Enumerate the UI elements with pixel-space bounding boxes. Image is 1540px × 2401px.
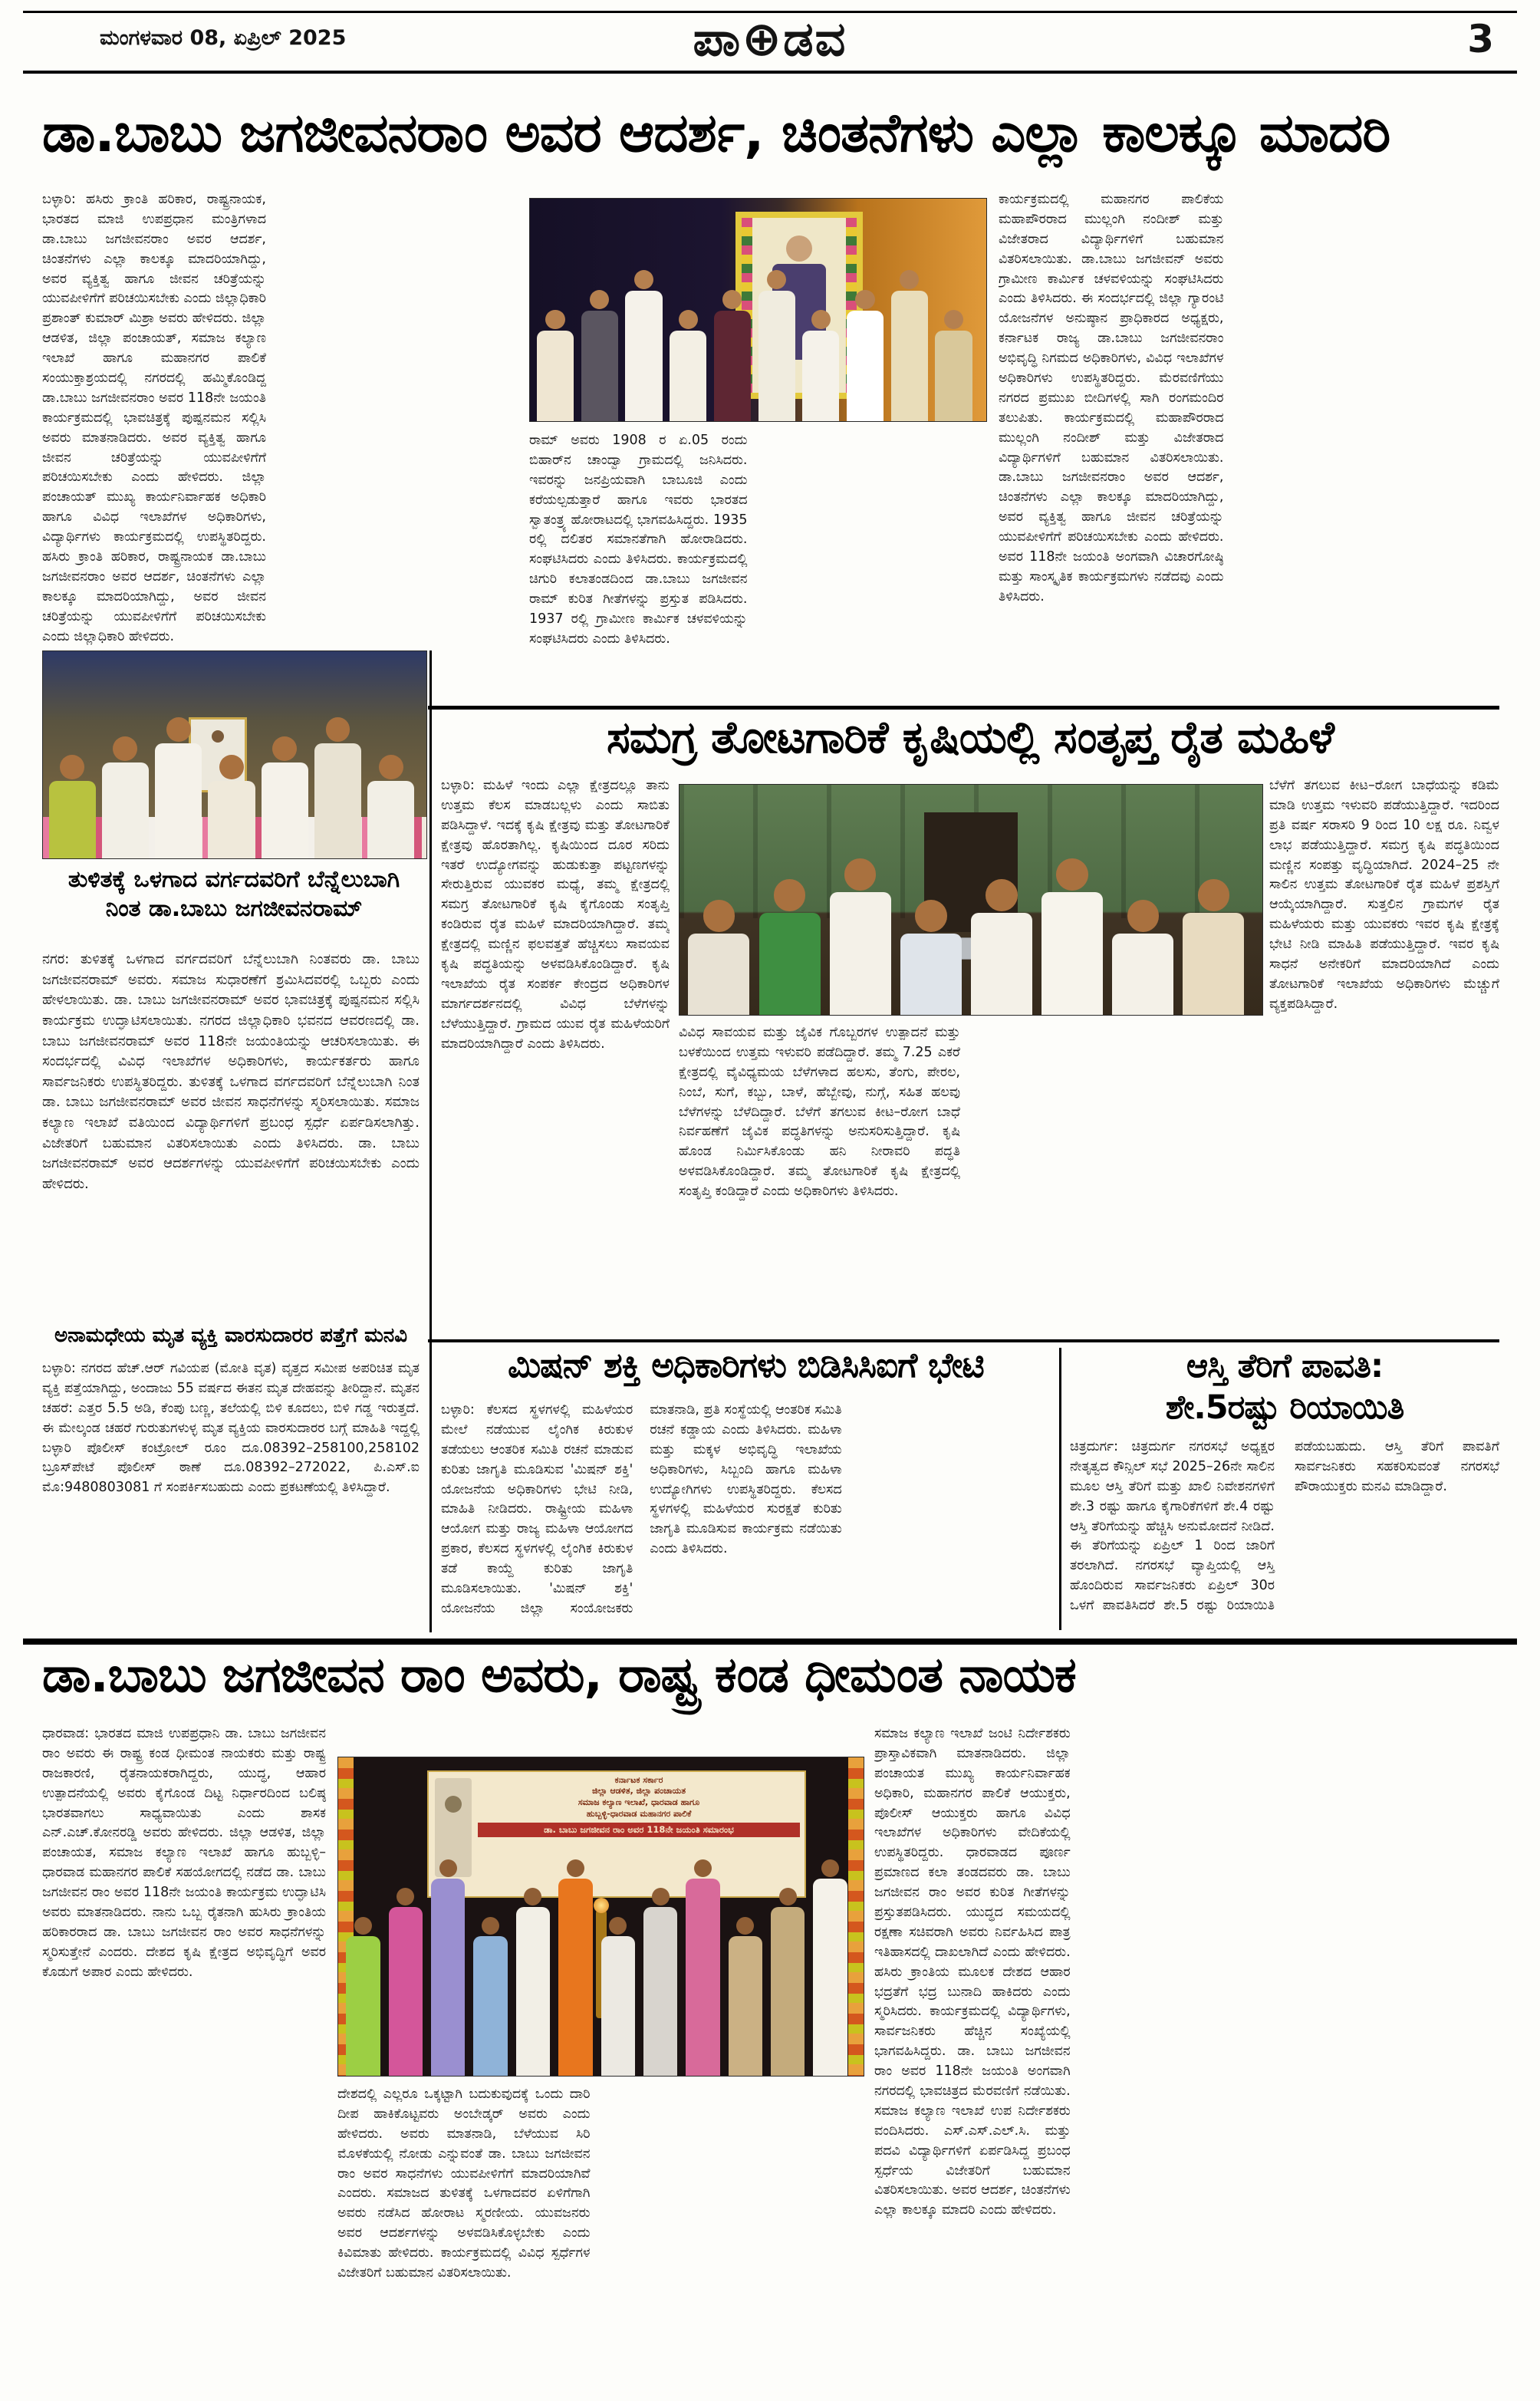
vertical-divider-right bbox=[1059, 1348, 1061, 1630]
person-figure bbox=[537, 310, 574, 421]
stage-banner bbox=[427, 1770, 805, 1898]
portrait-head bbox=[786, 235, 812, 262]
article5-top-rule bbox=[23, 1639, 1517, 1645]
person-figure bbox=[367, 755, 414, 858]
article2-body-right: ಬೆಳೆಗೆ ತಗಲುವ ಕೀಟ–ರೋಗ ಬಾಧೆಯನ್ನು ಕಡಿಮೆ ಮಾಡಿ ಉತ್ತಮ ಇಳುವರಿ ಪಡೆಯುತ್ತಿದ್ದಾರೆ. ಇದರಿಂದ ಪ್ರತಿ ವರ್ಷ ಸರಾಸರಿ 9 ರಿಂದ 10 ಲಕ್ಷ ರೂ. ನಿವ್ವಳ ಲಾಭ ಪಡೆಯುತ್ತಿದ್ದಾರೆ. ಸಮಗ್ರ ಕೃಷಿ ಪದ್ಧತಿಯಿಂದ ಮಣ್ಣಿನ ಸಂಪತ್ತು ವೃದ್ಧಿಯಾಗಿದೆ. 2024–25 ನೇ ಸಾಲಿನ ಉತ್ತಮ ತೋಟಗಾರಿಕೆ ರೈತ ಮಹಿಳೆ ಪ್ರಶಸ್ತಿಗೆ ಆಯ್ಕೆಯಾಗಿದ್ದಾರೆ. ಸುತ್ತಲಿನ ಗ್ರಾಮಗಳ ರೈತ ಮಹಿಳೆಯರು ಮತ್ತು ಯುವಕರು ಇವರ ಕೃಷಿ ಕ್ಷೇತ್ರಕ್ಕೆ ಭೇಟಿ ನೀಡಿ ಮಾಹಿತಿ ಪಡೆಯುತ್ತಿದ್ದಾರೆ. ಇವರ ಕೃಷಿ ಸಾಧನೆ ಅನೇಕರಿಗೆ ಮಾದರಿಯಾಗಿದೆ ಎಂದು ತೋಟಗಾರಿಕೆ ಇಲಾಖೆಯ ಅಧಿಕಾರಿಗಳು ಮೆಚ್ಚುಗೆ ವ್ಯಕ್ತಪಡಿಸಿದ್ದಾರೆ. bbox=[1269, 778, 1499, 1012]
person-figure bbox=[262, 736, 308, 858]
article1-headline: ಡಾ.ಬಾಬು ಜಗಜೀವನರಾಂ ಅವರ ಆದರ್ಶ, ಚಿಂತನೆಗಳು ಎಲ್ಲಾ ಕಾಲಕ್ಕೂ ಮಾದರಿ bbox=[42, 101, 1390, 164]
article1-body-right: ಕಾರ್ಯಕ್ರಮದಲ್ಲಿ ಮಹಾನಗರ ಪಾಲಿಕೆಯ ಮಹಾಪೌರರಾದ ಮುಲ್ಲಂಗಿ ನಂದೀಶ್ ಮತ್ತು ವಿಜೇತರಾದ ವಿದ್ಯಾರ್ಥಿಗಳಿಗೆ ಬಹುಮಾನ ವಿತರಿಸಲಾಯಿತು. ಡಾ.ಬಾಬು ಜಗಜೀವನ್ ಅವರು ಗ್ರಾಮೀಣ ಕಾರ್ಮಿಕ ಚಳವಳಿಯನ್ನು ಸಂಘಟಿಸಿದರು ಎಂದು ತಿಳಿಸಿದರು. ಈ ಸಂದರ್ಭದಲ್ಲಿ ಜಿಲ್ಲಾ ಗ್ಯಾರಂಟಿ ಯೋಜನೆಗಳ ಅನುಷ್ಠಾನ ಪ್ರಾಧಿಕಾರದ ಅಧ್ಯಕ್ಷರು, ಕರ್ನಾಟಕ ರಾಜ್ಯ ಡಾ.ಬಾಬು ಜಗಜೀವನರಾಂ ಅಭಿವೃದ್ಧಿ ನಿಗಮದ ಅಧಿಕಾರಿಗಳು, ವಿವಿಧ ಇಲಾಖೆಗಳ ಅಧಿಕಾರಿಗಳು ಉಪಸ್ಥಿತರಿದ್ದರು. ಮೆರವಣಿಗೆಯು ನಗರದ ಪ್ರಮುಖ ಬೀದಿಗಳಲ್ಲಿ ಸಾಗಿ ರಂಗಮಂದಿರ ತಲುಪಿತು. ಕಾರ್ಯಕ್ರಮದಲ್ಲಿ ಮಹಾಪೌರರಾದ ಮುಲ್ಲಂಗಿ ನಂದೀಶ್ ಮತ್ತು ವಿಜೇತರಾದ ವಿದ್ಯಾರ್ಥಿಗಳಿಗೆ ಬಹುಮಾನ ವಿತರಿಸಲಾಯಿತು. ಡಾ.ಬಾಬು ಜಗಜೀವನರಾಂ ಅವರ ಆದರ್ಶ, ಚಿಂತನೆಗಳು ಎಲ್ಲಾ ಕಾಲಕ್ಕೂ ಮಾದರಿಯಾಗಿದ್ದು, ಅವರ ವ್ಯಕ್ತಿತ್ವ ಹಾಗೂ ಜೀವನ ಚರಿತ್ರೆಯನ್ನು ಯುವಪೀಳಿಗೆಗೆ ಪರಿಚಯಿಸಬೇಕು ಎಂದು ಹೇಳಿದರು. ಅವರ 118ನೇ ಜಯಂತಿ ಅಂಗವಾಗಿ ವಿಚಾರಗೋಷ್ಠಿ ಮತ್ತು ಸಾಂಸ್ಕೃತಿಕ ಕಾರ್ಯಕ್ರಮಗಳು ನಡೆದವು ಎಂದು ತಿಳಿಸಿದರು. bbox=[999, 192, 1224, 604]
person-figure bbox=[971, 879, 1032, 1015]
article3-body: ಬಳ್ಳಾರಿ: ಕೆಲಸದ ಸ್ಥಳಗಳಲ್ಲಿ ಮಹಿಳೆಯರ ಮೇಲೆ ನಡೆಯುವ ಲೈಂಗಿಕ ಕಿರುಕುಳ ತಡೆಯಲು ಆಂತರಿಕ ಸಮಿತಿ ರಚನೆ ಮಾಡುವ ಕುರಿತು ಜಾಗೃತಿ ಮೂಡಿಸುವ 'ಮಿಷನ್ ಶಕ್ತಿ' ಯೋಜನೆಯ ಅಧಿಕಾರಿಗಳು ಭೇಟಿ ನೀಡಿ, ಮಾಹಿತಿ ನೀಡಿದರು. ರಾಷ್ಟ್ರೀಯ ಮಹಿಳಾ ಆಯೋಗ ಮತ್ತು ರಾಜ್ಯ ಮಹಿಳಾ ಆಯೋಗದ ಪ್ರಕಾರ, ಕೆಲಸದ ಸ್ಥಳಗಳಲ್ಲಿ ಲೈಂಗಿಕ ಕಿರುಕುಳ ತಡೆ ಕಾಯ್ದೆ ಕುರಿತು ಜಾಗೃತಿ ಮೂಡಿಸಲಾಯಿತು. 'ಮಿಷನ್ ಶಕ್ತಿ' ಯೋಜನೆಯ ಜಿಲ್ಲಾ ಸಂಯೋಜಕರು ಮಾತನಾಡಿ, ಪ್ರತಿ ಸಂಸ್ಥೆಯಲ್ಲಿ ಆಂತರಿಕ ಸಮಿತಿ ರಚನೆ ಕಡ್ಡಾಯ ಎಂದು ತಿಳಿಸಿದರು. ಮಹಿಳಾ ಮತ್ತು ಮಕ್ಕಳ ಅಭಿವೃದ್ಧಿ ಇಲಾಖೆಯ ಅಧಿಕಾರಿಗಳು, ಸಿಬ್ಬಂದಿ ಹಾಗೂ ಮಹಿಳಾ ಉದ್ಯೋಗಿಗಳು ಉಪಸ್ಥಿತರಿದ್ದರು. ಕೆಲಸದ ಸ್ಥಳಗಳಲ್ಲಿ ಮಹಿಳೆಯರ ಸುರಕ್ಷತೆ ಕುರಿತು ಜಾಗೃತಿ ಮೂಡಿಸುವ ಕಾರ್ಯಕ್ರಮ ನಡೆಯಿತು ಎಂದು ತಿಳಿಸಿದರು. bbox=[441, 1402, 842, 1616]
person-figure bbox=[900, 900, 962, 1015]
person-figure bbox=[670, 310, 706, 421]
article5-body-left: ಧಾರವಾಡ: ಭಾರತದ ಮಾಜಿ ಉಪಪ್ರಧಾನಿ ಡಾ. ಬಾಬು ಜಗಜೀವನ ರಾಂ ಅವರು ಈ ರಾಷ್ಟ್ರ ಕಂಡ ಧೀಮಂತ ನಾಯಕರು ಮತ್ತು ರಾಷ್ಟ್ರ ರಾಜಕಾರಣಿ, ರೈತನಾಯಕರಾಗಿದ್ದರು, ಯುದ್ಧ, ಆಹಾರ ಉತ್ಪಾದನೆಯಲ್ಲಿ ಅವರು ಕೈಗೊಂಡ ದಿಟ್ಟ ನಿರ್ಧಾರದಿಂದ ಬಲಿಷ್ಠ ಭಾರತವಾಗಲು ಸಾಧ್ಯವಾಯಿತು ಎಂದು ಶಾಸಕ ಎನ್.ಎಚ್.ಕೋನರಡ್ಡಿ ಅವರು ಹೇಳಿದರು. ಜಿಲ್ಲಾ ಆಡಳಿತ, ಜಿಲ್ಲಾ ಪಂಚಾಯತ, ಸಮಾಜ ಕಲ್ಯಾಣ ಇಲಾಖೆ ಹಾಗೂ ಹುಬ್ಬಳ್ಳಿ–ಧಾರವಾಡ ಮಹಾನಗರ ಪಾಲಿಕೆ ಸಹಯೋಗದಲ್ಲಿ ನಡೆದ ಡಾ. ಬಾಬು ಜಗಜೀವನ ರಾಂ ಅವರ 118ನೇ ಜಯಂತಿ ಕಾರ್ಯಕ್ರಮ ಉದ್ಘಾಟಿಸಿ ಅವರು ಮಾತನಾಡಿದರು. ನಾನು ಒಬ್ಬ ರೈತನಾಗಿ ಹುಸಿರು ಕ್ರಾಂತಿಯ ಹರಿಕಾರರಾದ ಡಾ. ಬಾಬು ಜಗಜೀವನ ರಾಂ ಅವರ ಸಾಧನೆಗಳನ್ನು ಸ್ಮರಿಸುತ್ತೇನೆ ಎಂದರು. ದೇಶದ ಕೃಷಿ ಕ್ಷೇತ್ರದ ಅಭಿವೃದ್ಧಿಗೆ ಅವರ ಕೊಡುಗೆ ಅಪಾರ ಎಂದು ಹೇಳಿದರು. bbox=[42, 1726, 326, 1980]
portrait-head bbox=[212, 730, 224, 743]
person-figure bbox=[389, 1888, 423, 2076]
left-article-subhead bbox=[42, 865, 426, 924]
person-figure bbox=[758, 270, 795, 421]
left-article-body: ನಗರ: ತುಳಿತಕ್ಕೆ ಒಳಗಾದ ವರ್ಗದವರಿಗೆ ಬೆನ್ನೆಲುಬಾಗಿ ನಿಂತವರು ಡಾ. ಬಾಬು ಜಗಜೀವನರಾಮ್ ಅವರು. ಸಮಾಜ ಸುಧಾರಣೆಗೆ ಶ್ರಮಿಸಿದವರಲ್ಲಿ ಒಬ್ಬರು ಎಂದು ಹೇಳಲಾಯಿತು. ಡಾ. ಬಾಬು ಜಗಜೀವನರಾಮ್ ಅವರ ಭಾವಚಿತ್ರಕ್ಕೆ ಪುಷ್ಪನಮನ ಸಲ್ಲಿಸಿ ಕಾರ್ಯಕ್ರಮ ಉದ್ಘಾಟಿಸಲಾಯಿತು. ನಗರದ ಜಿಲ್ಲಾಧಿಕಾರಿ ಭವನದ ಆವರಣದಲ್ಲಿ ಡಾ. ಬಾಬು ಜಗಜೀವನರಾಮ್ ಅವರ 118ನೇ ಜಯಂತಿಯನ್ನು ಆಚರಿಸಲಾಯಿತು. ಈ ಸಂದರ್ಭದಲ್ಲಿ ವಿವಿಧ ಇಲಾಖೆಗಳ ಅಧಿಕಾರಿಗಳು, ಕಾರ್ಯಕರ್ತರು ಹಾಗೂ ಸಾರ್ವಜನಿಕರು ಉಪಸ್ಥಿತರಿದ್ದರು. ತುಳಿತಕ್ಕೆ ಒಳಗಾದ ವರ್ಗದವರಿಗೆ ಬೆನ್ನೆಲುಬಾಗಿ ನಿಂತ ಡಾ. ಬಾಬು ಜಗಜೀವನರಾಮ್ ಅವರ ಜೀವನ ಸಾಧನೆಗಳನ್ನು ಸ್ಮರಿಸಲಾಯಿತು. ಸಮಾಜ ಕಲ್ಯಾಣ ಇಲಾಖೆ ವತಿಯಿಂದ ವಿದ್ಯಾರ್ಥಿಗಳಿಗೆ ಪ್ರಬಂಧ ಸ್ಪರ್ಧೆ ಏರ್ಪಡಿಸಲಾಗಿತ್ತು. ವಿಜೇತರಿಗೆ ಬಹುಮಾನ ವಿತರಿಸಲಾಯಿತು ಎಂದು ತಿಳಿಸಿದರು. ಡಾ. ಬಾಬು ಜಗಜೀವನರಾಮ್ ಅವರ ಆದರ್ಶಗಳನ್ನು ಯುವಪೀಳಿಗೆಗೆ ಪರಿಚಯಿಸಬೇಕು ಎಂದು ಹೇಳಿದರು. bbox=[42, 951, 420, 1192]
masthead bbox=[0, 11, 1540, 68]
person-figure bbox=[759, 879, 821, 1015]
left-article-photo bbox=[42, 650, 427, 859]
article4-body: ಚಿತ್ರದುರ್ಗ: ಚಿತ್ರದುರ್ಗ ನಗರಸಭೆ ಅಧ್ಯಕ್ಷರ ನೇತೃತ್ವದ ಕೌನ್ಸಿಲ್ ಸಭೆ 2025–26ನೇ ಸಾಲಿನ ಮೂಲ ಆಸ್ತಿ ತೆರಿಗೆ ಮತ್ತು ಖಾಲಿ ನಿವೇಶನಗಳಿಗೆ ಶೇ.3 ರಷ್ಟು ಹಾಗೂ ಕೈಗಾರಿಕೆಗಳಿಗೆ ಶೇ.4 ರಷ್ಟು ಆಸ್ತಿ ತೆರಿಗೆಯನ್ನು ಹೆಚ್ಚಿಸಿ ಅನುಮೋದನೆ ನೀಡಿದೆ. ಈ ತೆರಿಗೆಯನ್ನು ಏಪ್ರಿಲ್ 1 ರಿಂದ ಜಾರಿಗೆ ತರಲಾಗಿದೆ. ನಗರಸಭೆ ವ್ಯಾಪ್ತಿಯಲ್ಲಿ ಆಸ್ತಿ ಹೊಂದಿರುವ ಸಾರ್ವಜನಿಕರು ಏಪ್ರಿಲ್ 30ರ ಒಳಗೆ ಪಾವತಿಸಿದರೆ ಶೇ.5 ರಷ್ಟು ರಿಯಾಯಿತಿ ಪಡೆಯಬಹುದು. ಆಸ್ತಿ ತೆರಿಗೆ ಪಾವತಿಗೆ ಸಾರ್ವಜನಿಕರು ಸಹಕರಿಸುವಂತೆ ನಗರಸಭೆ ಪೌರಾಯುಕ್ತರು ಮನವಿ ಮಾಡಿದ್ದಾರೆ. bbox=[1070, 1439, 1499, 1614]
person-figure bbox=[208, 755, 255, 858]
person-figure bbox=[155, 717, 202, 858]
person-figure bbox=[686, 1859, 719, 2076]
masthead-prefix: ಪಾ bbox=[693, 11, 742, 67]
person-figure bbox=[102, 736, 149, 858]
person-figure bbox=[581, 290, 618, 421]
masthead-suffix: ಡವ bbox=[783, 11, 847, 67]
page-number: 3 bbox=[1467, 17, 1494, 61]
person-figure bbox=[473, 1917, 507, 2077]
missing-person-subhead: ಅನಾಮಧೇಯ ಮೃತ ವ್ಯಕ್ತಿ ವಾರಸುದಾರರ ಪತ್ತೆಗೆ ಮನವಿ bbox=[54, 1324, 408, 1347]
person-figure bbox=[771, 1888, 805, 2076]
person-figure bbox=[625, 270, 662, 421]
article5-photo bbox=[337, 1757, 864, 2077]
article2-bottom-rule bbox=[428, 1339, 1499, 1342]
article3-headline: ಮಿಷನ್ ಶಕ್ತಿ ಅಧಿಕಾರಿಗಳು ಬಿಡಿಸಿಸಿಐಗೆ ಭೇಟಿ bbox=[508, 1345, 984, 1385]
article2-photo bbox=[679, 784, 1263, 1016]
banner-line: ಜಿಲ್ಲಾ ಆಡಳಿತ, ಜಿಲ್ಲಾ ಪಂಚಾಯತ bbox=[591, 1786, 686, 1797]
banner-line: ಸಮಾಜ ಕಲ್ಯಾಣ ಇಲಾಖೆ, ಧಾರವಾಡ ಹಾಗೂ bbox=[578, 1797, 700, 1808]
banner-line: ಹುಬ್ಬಳ್ಳಿ-ಧಾರವಾಡ ಮಹಾನಗರ ಪಾಲಿಕೆ bbox=[586, 1809, 692, 1820]
banner-line: ಕರ್ನಾಟಕ ಸರ್ಕಾರ bbox=[614, 1774, 663, 1785]
subhead-line-1: ತುಳಿತಕ್ಕೆ ಒಳಗಾದ ವರ್ಗದವರಿಗೆ ಬೆನ್ನೆಲುಬಾಗಿ bbox=[67, 866, 400, 893]
person-figure bbox=[49, 755, 96, 858]
banner-red-band: ಡಾ. ಬಾಬು ಜಗಜೀವನ ರಾಂ ಅವರ 118ನೇ ಜಯಂತಿ ಸಮಾರಂಭ bbox=[478, 1823, 799, 1837]
person-figure bbox=[714, 290, 751, 421]
person-figure bbox=[643, 1888, 677, 2076]
article4-headline-line2: ಶೇ.5ರಷ್ಟು ರಿಯಾಯಿತಿ bbox=[1165, 1388, 1404, 1427]
person-figure bbox=[891, 270, 928, 421]
article1-body-left: ಬಳ್ಳಾರಿ: ಹಸಿರು ಕ್ರಾಂತಿ ಹರಿಕಾರ, ರಾಷ್ಟ್ರನಾಯಕ, ಭಾರತದ ಮಾಜಿ ಉಪಪ್ರಧಾನ ಮಂತ್ರಿಗಳಾದ ಡಾ.ಬಾಬು ಜಗಜೀವನರಾಂ ಅವರ ಆದರ್ಶ, ಚಿಂತನೆಗಳು ಎಲ್ಲಾ ಕಾಲಕ್ಕೂ ಮಾದರಿಯಾಗಿದ್ದು, ಅವರ ವ್ಯಕ್ತಿತ್ವ ಹಾಗೂ ಜೀವನ ಚರಿತ್ರೆಯನ್ನು ಯುವಪೀಳಿಗೆಗೆ ಪರಿಚಯಿಸಬೇಕು ಎಂದು ಜಿಲ್ಲಾಧಿಕಾರಿ ಪ್ರಶಾಂತ್ ಕುಮಾರ್ ಮಿಶ್ರಾ ಅವರು ಹೇಳಿದರು. ಜಿಲ್ಲಾ ಆಡಳಿತ, ಜಿಲ್ಲಾ ಪಂಚಾಯತ್, ಸಮಾಜ ಕಲ್ಯಾಣ ಇಲಾಖೆ ಹಾಗೂ ಮಹಾನಗರ ಪಾಲಿಕೆ ಸಂಯುಕ್ತಾಶ್ರಯದಲ್ಲಿ ನಗರದಲ್ಲಿ ಹಮ್ಮಿಕೊಂಡಿದ್ದ ಡಾ.ಬಾಬು ಜಗಜೀವನರಾಂ ಅವರ 118ನೇ ಜಯಂತಿ ಕಾರ್ಯಕ್ರಮದಲ್ಲಿ ಭಾವಚಿತ್ರಕ್ಕೆ ಪುಷ್ಪನಮನ ಸಲ್ಲಿಸಿ ಅವರು ಮಾತನಾಡಿದರು. ಅವರ ವ್ಯಕ್ತಿತ್ವ ಹಾಗೂ ಜೀವನ ಚರಿತ್ರೆಯನ್ನು ಯುವಪೀಳಿಗೆಗೆ ಪರಿಚಯಿಸಬೇಕು ಎಂದು ಹೇಳಿದರು. ಜಿಲ್ಲಾ ಪಂಚಾಯತ್ ಮುಖ್ಯ ಕಾರ್ಯನಿರ್ವಾಹಕ ಅಧಿಕಾರಿ ಹಾಗೂ ವಿವಿಧ ಇಲಾಖೆಗಳ ಅಧಿಕಾರಿಗಳು, ವಿದ್ಯಾರ್ಥಿಗಳು ಕಾರ್ಯಕ್ರಮದಲ್ಲಿ ಉಪಸ್ಥಿತರಿದ್ದರು. ಹಸಿರು ಕ್ರಾಂತಿ ಹರಿಕಾರ, ರಾಷ್ಟ್ರನಾಯಕ ಡಾ.ಬಾಬು ಜಗಜೀವನರಾಂ ಅವರ ಆದರ್ಶ, ಚಿಂತನೆಗಳು ಎಲ್ಲಾ ಕಾಲಕ್ಕೂ ಮಾದರಿಯಾಗಿದ್ದು, ಅವರ ಜೀವನ ಚರಿತ್ರೆಯನ್ನು ಯುವಪೀಳಿಗೆಗೆ ಪರಿಚಯಿಸಬೇಕು ಎಂದು ಜಿಲ್ಲಾಧಿಕಾರಿ ಹೇಳಿದರು. bbox=[42, 192, 266, 644]
article1-photo bbox=[529, 198, 987, 422]
missing-person-body: ಬಳ್ಳಾರಿ: ನಗರದ ಹೆಚ್.ಆರ್ ಗವಿಯಪ (ಮೋತಿ ವೃತ) ವೃತ್ತದ ಸಮೀಪ ಅಪರಿಚಿತ ಮೃತ ವ್ಯಕ್ತಿ ಪತ್ತೆಯಾಗಿದ್ದು, ಅಂದಾಜು 55 ವರ್ಷದ ಈತನ ಮೃತ ದೇಹವನ್ನು ತೀರಿದ್ದಾನೆ. ಮೃತನ ಚಹರೆ: ಎತ್ತರ 5.5 ಅಡಿ, ಕೆಂಪು ಬಣ್ಣ, ತಲೆಯಲ್ಲಿ ಬಿಳಿ ಕೂದಲು, ಬಿಳಿ ಗಡ್ಡ ಇರುತ್ತದೆ. ಈ ಮೇಲ್ಕಂಡ ಚಹರೆ ಗುರುತುಗಳುಳ್ಳ ಮೃತ ವ್ಯಕ್ತಿಯ ವಾರಸುದಾರರ ಬಗ್ಗೆ ಮಾಹಿತಿ ಇದ್ದಲ್ಲಿ ಬಳ್ಳಾರಿ ಪೊಲೀಸ್ ಕಂಟ್ರೋಲ್ ರೂಂ ದೂ.08392–258100,258102 ಬ್ರೂಸ್‌ಪೇಟೆ ಪೊಲೀಸ್ ಠಾಣೆ ದೂ.08392–272022, ಪಿ.ಎಸ್.ಐ ಮೊ:9480803081 ಗೆ ಸಂಪರ್ಕಿಸಬಹುದು ಎಂದು ಪ್ರಕಟಣೆಯಲ್ಲಿ ತಿಳಿಸಿದ್ದಾರೆ. bbox=[42, 1361, 420, 1496]
article5-body-under-photo: ದೇಶದಲ್ಲಿ ಎಲ್ಲರೂ ಒಕ್ಕಟ್ಟಾಗಿ ಬದುಕುವುದಕ್ಕೆ ಒಂದು ದಾರಿ ದೀಪ ಹಾಕಿಕೊಟ್ಟವರು ಅಂಬೇಡ್ಕರ್ ಅವರು ಎಂದು ಹೇಳಿದರು. ಅವರು ಮಾತನಾಡಿ, ಬೆಳೆಯುವ ಸಿರಿ ಮೊಳಕೆಯಲ್ಲಿ ನೋಡು ಎನ್ನುವಂತೆ ಡಾ. ಬಾಬು ಜಗಜೀವನ ರಾಂ ಅವರ ಸಾಧನೆಗಳು ಯುವಪೀಳಿಗೆಗೆ ಮಾದರಿಯಾಗಿವೆ ಎಂದರು. ಸಮಾಜದ ತುಳಿತಕ್ಕೆ ಒಳಗಾದವರ ಏಳಿಗೆಗಾಗಿ ಅವರು ನಡೆಸಿದ ಹೋರಾಟ ಸ್ಮರಣೀಯ. ಯುವಜನರು ಅವರ ಆದರ್ಶಗಳನ್ನು ಅಳವಡಿಸಿಕೊಳ್ಳಬೇಕು ಎಂದು ಕಿವಿಮಾತು ಹೇಳಿದರು. ಕಾರ್ಯಕ್ರಮದಲ್ಲಿ ವಿವಿಧ ಸ್ಪರ್ಧೆಗಳ ವಿಜೇತರಿಗೆ ಬಹುಮಾನ ವಿತರಿಸಲಾಯಿತು. bbox=[337, 2086, 591, 2281]
person-figure bbox=[314, 717, 361, 858]
subhead-line-2: ನಿಂತ ಡಾ.ಬಾಬು ಜಗಜೀವನರಾಮ್ bbox=[105, 895, 363, 923]
article2-top-rule bbox=[428, 706, 1499, 710]
garlanded-portrait bbox=[735, 212, 864, 399]
person-figure bbox=[729, 1917, 762, 2077]
article5-headline: ಡಾ.ಬಾಬು ಜಗಜೀವನ ರಾಂ ಅವರು, ರಾಷ್ಟ್ರ ಕಂಡ ಧೀಮಂತ ನಾಯಕ bbox=[42, 1647, 1076, 1704]
person-figure bbox=[431, 1859, 465, 2076]
article5-body-right: ಸಮಾಜ ಕಲ್ಯಾಣ ಇಲಾಖೆ ಜಂಟಿ ನಿರ್ದೇಶಕರು ಪ್ರಾಸ್ತಾವಿಕವಾಗಿ ಮಾತನಾಡಿದರು. ಜಿಲ್ಲಾ ಪಂಚಾಯತ ಮುಖ್ಯ ಕಾರ್ಯನಿರ್ವಾಹಕ ಅಧಿಕಾರಿ, ಮಹಾನಗರ ಪಾಲಿಕೆ ಆಯುಕ್ತರು, ಪೊಲೀಸ್ ಆಯುಕ್ತರು ಹಾಗೂ ವಿವಿಧ ಇಲಾಖೆಗಳ ಅಧಿಕಾರಿಗಳು ವೇದಿಕೆಯಲ್ಲಿ ಉಪಸ್ಥಿತರಿದ್ದರು. ಧಾರವಾಡದ ಪೂರ್ಣ ಪ್ರಮಾಣದ ಕಲಾ ತಂಡದವರು ಡಾ. ಬಾಬು ಜಗಜೀವನ ರಾಂ ಅವರ ಕುರಿತ ಗೀತೆಗಳನ್ನು ಪ್ರಸ್ತುತಪಡಿಸಿದರು. ಯುದ್ಧದ ಸಮಯದಲ್ಲಿ ರಕ್ಷಣಾ ಸಚಿವರಾಗಿ ಅವರು ನಿರ್ವಹಿಸಿದ ಪಾತ್ರ ಇತಿಹಾಸದಲ್ಲಿ ದಾಖಲಾಗಿದೆ ಎಂದು ಹೇಳಿದರು. ಹಸಿರು ಕ್ರಾಂತಿಯ ಮೂಲಕ ದೇಶದ ಆಹಾರ ಭದ್ರತೆಗೆ ಭದ್ರ ಬುನಾದಿ ಹಾಕಿದರು ಎಂದು ಸ್ಮರಿಸಿದರು. ಕಾರ್ಯಕ್ರಮದಲ್ಲಿ ವಿದ್ಯಾರ್ಥಿಗಳು, ಸಾರ್ವಜನಿಕರು ಹೆಚ್ಚಿನ ಸಂಖ್ಯೆಯಲ್ಲಿ ಭಾಗವಹಿಸಿದ್ದರು. ಡಾ. ಬಾಬು ಜಗಜೀವನ ರಾಂ ಅವರ 118ನೇ ಜಯಂತಿ ಅಂಗವಾಗಿ ನಗರದಲ್ಲಿ ಭಾವಚಿತ್ರದ ಮೆರವಣಿಗೆ ನಡೆಯಿತು. ಸಮಾಜ ಕಲ್ಯಾಣ ಇಲಾಖೆ ಉಪ ನಿರ್ದೇಶಕರು ವಂದಿಸಿದರು. ಎಸ್.ಎಸ್.ಎಲ್.ಸಿ. ಮತ್ತು ಪದವಿ ವಿದ್ಯಾರ್ಥಿಗಳಿಗೆ ಏರ್ಪಡಿಸಿದ್ದ ಪ್ರಬಂಧ ಸ್ಪರ್ಧೆಯ ವಿಜೇತರಿಗೆ ಬಹುಮಾನ ವಿತರಿಸಲಾಯಿತು. ಅವರ ಆದರ್ಶ, ಚಿಂತನೆಗಳು ಎಲ್ಲಾ ಕಾಲಕ್ಕೂ ಮಾದರಿ ಎಂದು ಹೇಳಿದರು. bbox=[874, 1726, 1071, 2218]
person-figure bbox=[601, 1917, 635, 2077]
person-figure bbox=[802, 310, 839, 421]
person-figure bbox=[847, 290, 884, 421]
article1-body-under-photo: ರಾಮ್ ಅವರು 1908 ರ ಏ.05 ರಂದು ಬಿಹಾರ್‌ನ ಚಾಂದ್ವಾ ಗ್ರಾಮದಲ್ಲಿ ಜನಿಸಿದರು. ಇವರನ್ನು ಜನಪ್ರಿಯವಾಗಿ ಬಾಬೂಜಿ ಎಂದು ಕರೆಯಲ್ಪಡುತ್ತಾರೆ ಹಾಗೂ ಇವರು ಭಾರತದ ಸ್ವಾತಂತ್ರ್ಯ ಹೋರಾಟದಲ್ಲಿ ಭಾಗವಹಿಸಿದ್ದರು. 1935 ರಲ್ಲಿ ದಲಿತರ ಸಮಾನತೆಗಾಗಿ ಹೋರಾಡಿದರು. ಸಂಘಟಿಸಿದರು ಎಂದು ತಿಳಿಸಿದರು. ಕಾರ್ಯಕ್ರಮದಲ್ಲಿ ಚಿಗುರಿ ಕಲಾತಂಡದಿಂದ ಡಾ.ಬಾಬು ಜಗಜೀವನ ರಾಮ್ ಕುರಿತ ಗೀತೆಗಳನ್ನು ಪ್ರಸ್ತುತ ಪಡಿಸಿದರು. 1937 ರಲ್ಲಿ ಗ್ರಾಮೀಣ ಕಾರ್ಮಿಕ ಚಳವಳಿಯನ್ನು ಸಂಘಟಿಸಿದರು ಎಂದು ತಿಳಿಸಿದರು. bbox=[529, 433, 748, 647]
vertical-divider-left bbox=[429, 650, 432, 1632]
article2-body-under-photo: ವಿವಿಧ ಸಾವಯವ ಮತ್ತು ಜೈವಿಕ ಗೊಬ್ಬರಗಳ ಉತ್ಪಾದನೆ ಮತ್ತು ಬಳಕೆಯಿಂದ ಉತ್ತಮ ಇಳುವರಿ ಪಡೆದಿದ್ದಾರೆ. ತಮ್ಮ 7.25 ಎಕರೆ ಕ್ಷೇತ್ರದಲ್ಲಿ ವೈವಿಧ್ಯಮಯ ಬೆಳೆಗಳಾದ ಹಲಸು, ತೆಂಗು, ಪೇರಲ, ನಿಂಬೆ, ಸುಗೆ, ಕಬ್ಬು, ಬಾಳೆ, ಹೆಬ್ಬೇವು, ನುಗ್ಗೆ, ಸಹಿತ ಹಲವು ಬೆಳೆಗಳನ್ನು ಬೆಳೆದಿದ್ದಾರೆ. ಬೆಳೆಗೆ ತಗಲುವ ಕೀಟ–ರೋಗ ಬಾಧೆ ನಿರ್ವಹಣೆಗೆ ಜೈವಿಕ ಪದ್ಧತಿಗಳನ್ನು ಅನುಸರಿಸುತ್ತಿದ್ದಾರೆ. ಕೃಷಿ ಹೊಂಡ ನಿರ್ಮಿಸಿಕೊಂಡು ಹನಿ ನೀರಾವರಿ ಪದ್ಧತಿ ಅಳವಡಿಸಿಕೊಂಡಿದ್ದಾರೆ. ತಮ್ಮ ತೋಟಗಾರಿಕೆ ಕೃಷಿ ಕ್ಷೇತ್ರದಲ್ಲಿ ಸಂತೃಪ್ತಿ ಕಂಡಿದ್ದಾರೆ ಎಂದು ಅಧಿಕಾರಿಗಳು ತಿಳಿಸಿದರು. bbox=[679, 1025, 960, 1200]
person-figure bbox=[1112, 900, 1173, 1015]
person-figure bbox=[1041, 858, 1103, 1015]
person-figure bbox=[830, 858, 891, 1015]
person-figure bbox=[935, 310, 972, 421]
lamp-flame bbox=[594, 1898, 609, 1913]
marigold-garland-right bbox=[848, 1757, 864, 2076]
edition-date: ಮಂಗಳವಾರ 08, ಏಪ್ರಿಲ್ 2025 bbox=[100, 26, 347, 50]
person-figure bbox=[1183, 879, 1244, 1015]
article2-headline: ಸಮಗ್ರ ತೋಟಗಾರಿಕೆ ಕೃಷಿಯಲ್ಲಿ ಸಂತೃಪ್ತ ರೈತ ಮಹಿಳೆ bbox=[607, 711, 1334, 763]
article4-headline-line1: ಆಸ್ತಿ ತೆರಿಗೆ ಪಾವತಿ: bbox=[1186, 1347, 1384, 1385]
person-figure bbox=[346, 1917, 380, 2077]
person-figure bbox=[558, 1859, 592, 2076]
article2-lead: ಬಳ್ಳಾರಿ: ಮಹಿಳೆ ಇಂದು ಎಲ್ಲಾ ಕ್ಷೇತ್ರದಲ್ಲೂ ತಾನು ಉತ್ತಮ ಕೆಲಸ ಮಾಡಬಲ್ಲಳು ಎಂದು ಸಾಬಿತು ಪಡಿಸಿದ್ದಾಳೆ. ಇದಕ್ಕೆ ಕೃಷಿ ಕ್ಷೇತ್ರವು ಮತ್ತು ತೋಟಗಾರಿಕೆ ಕ್ಷೇತ್ರವು ಹೊರತಾಗಿಲ್ಲ. ಕೃಷಿಯಿಂದ ದೂರ ಸರಿದು ಇತರೆ ಉದ್ಯೋಗವನ್ನು ಹುಡುಕುತ್ತಾ ಪಟ್ಟಣಗಳನ್ನು ಸೇರುತ್ತಿರುವ ಯುವಕರ ಮಧ್ಯೆ, ತಮ್ಮ ಕ್ಷೇತ್ರದಲ್ಲಿ ಸಮಗ್ರ ತೋಟಗಾರಿಕೆ ಕೃಷಿ ಕೈಗೊಂಡು ಸಂತೃಪ್ತಿ ಕಂಡಿರುವ ರೈತ ಮಹಿಳೆ ಮಾದರಿಯಾಗಿದ್ದಾರೆ. ತಮ್ಮ ಕ್ಷೇತ್ರದಲ್ಲಿ ಮಣ್ಣಿನ ಫಲವತ್ತತೆ ಹೆಚ್ಚಿಸಲು ಸಾವಯವ ಕೃಷಿ ಪದ್ಧತಿಯನ್ನು ಅಳವಡಿಸಿಕೊಂಡಿದ್ದಾರೆ. ಕೃಷಿ ಇಲಾಖೆಯ ರೈತ ಸಂಪರ್ಕ ಕೇಂದ್ರದ ಅಧಿಕಾರಿಗಳ ಮಾರ್ಗದರ್ಶನದಲ್ಲಿ ವಿವಿಧ ಬೆಳೆಗಳನ್ನು ಬೆಳೆಯುತ್ತಿದ್ದಾರೆ. ಗ್ರಾಮದ ಯುವ ರೈತ ಮಹಿಳೆಯರಿಗೆ ಮಾದರಿಯಾಗಿದ್ದಾರೆ ಎಂದು ತಿಳಿಸಿದರು. bbox=[441, 778, 670, 1052]
masthead-ornament-icon: ⊕ bbox=[742, 11, 784, 67]
person-figure bbox=[688, 900, 749, 1015]
header-rule bbox=[23, 71, 1517, 74]
person-figure bbox=[813, 1859, 847, 2076]
person-figure bbox=[516, 1888, 550, 2076]
